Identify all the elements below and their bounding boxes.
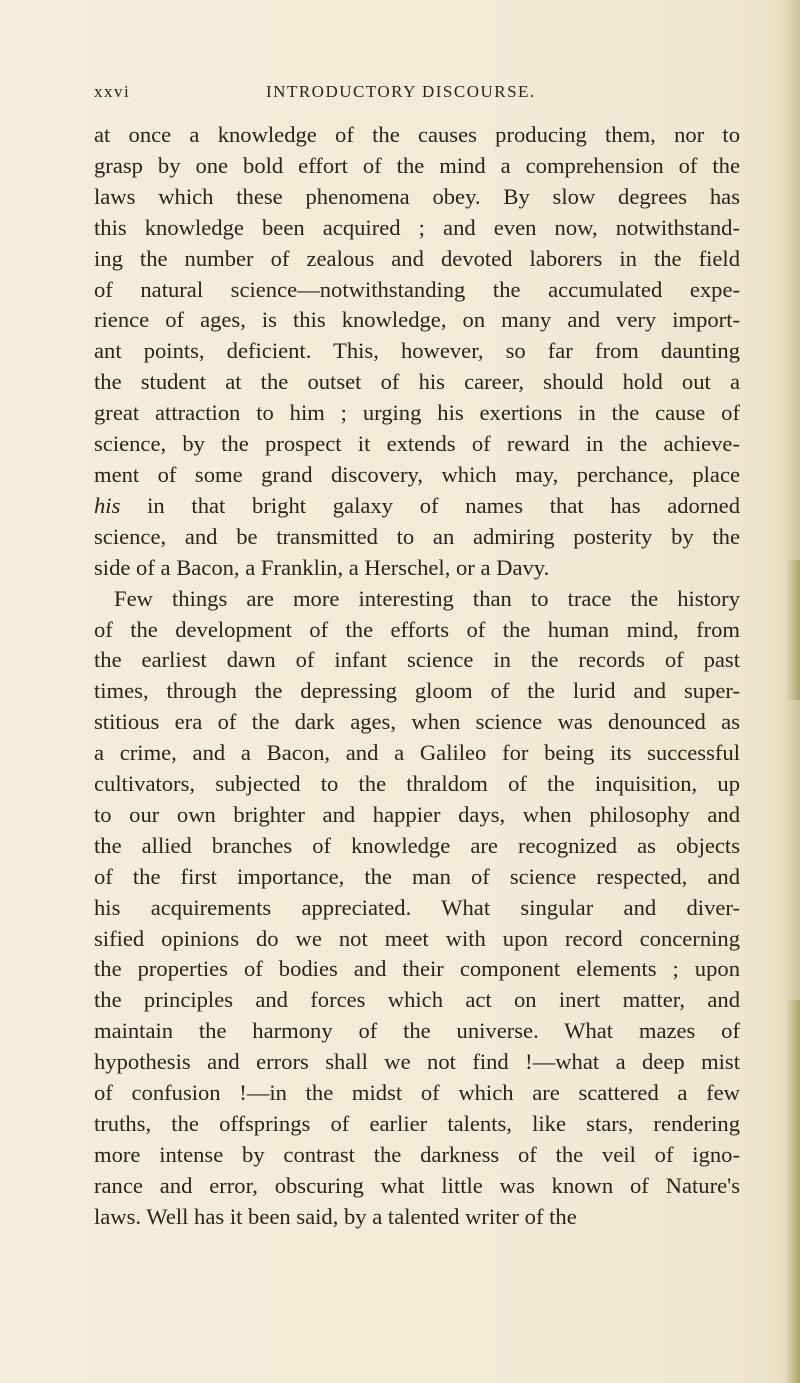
text-line: of the development of the efforts of the human mind, from	[94, 616, 740, 642]
text-line: his in that bright galaxy of names that has adorned	[94, 492, 740, 518]
body-text	[94, 120, 740, 1233]
text-line: ing the number of zealous and devoted laborers in the field	[94, 245, 740, 271]
paragraph	[94, 584, 740, 1233]
text-line: the allied branches of knowledge are recognized as objects	[94, 832, 740, 858]
text-line: rience of ages, is this knowledge, on many and very import-	[94, 307, 740, 333]
paragraph	[94, 120, 740, 584]
text-line: times, through the depressing gloom of the lurid and super-	[94, 678, 740, 704]
text-line: science, and be transmitted to an admiring posterity by the	[94, 523, 740, 549]
page-number: xxvi	[94, 82, 131, 101]
text-line: ment of some grand discovery, which may, perchance, place	[94, 461, 740, 487]
text-line: more intense by contrast the darkness of the veil of igno-	[94, 1141, 740, 1167]
text-line: Few things are more interesting than to trace the history	[114, 585, 740, 611]
page-edge-stain	[786, 560, 800, 700]
text-line: laws which these phenomena obey. By slow degrees has	[94, 183, 740, 209]
text-line: the earliest dawn of infant science in the records of past	[94, 647, 740, 673]
text-line: to our own brighter and happier days, when philosophy and	[94, 801, 740, 827]
text-line: ant points, deficient. This, however, so far from daunting	[94, 338, 740, 364]
text-line: sified opinions do we not meet with upon record concerning	[94, 925, 740, 951]
text-line: at once a knowledge of the causes producing them, nor to	[94, 122, 740, 147]
page-edge-stain	[786, 1000, 800, 1383]
text-line: this knowledge been acquired ; and even now, notwithstand-	[94, 214, 740, 240]
text-line: his acquirements appreciated. What singular and diver-	[94, 894, 740, 920]
text-line: the student at the outset of his career, should hold out a	[94, 369, 740, 395]
text-line: of confusion !—in the midst of which are scattered a few	[94, 1080, 740, 1106]
text-line: rance and error, obscuring what little was known of Nature's	[94, 1172, 740, 1198]
text-line: truths, the offsprings of earlier talents, like stars, rendering	[94, 1111, 740, 1136]
running-title: INTRODUCTORY DISCOURSE.	[266, 82, 536, 101]
page-header	[94, 82, 734, 106]
text-line: laws. Well has it been said, by a talented writer of the	[94, 1203, 577, 1229]
text-line: cultivators, subjected to the thraldom of the inquisition, up	[94, 771, 740, 797]
text-line: of natural science—notwithstanding the accumulated expe-	[94, 276, 740, 302]
text-line: a crime, and a Bacon, and a Galileo for being its successful	[94, 740, 740, 766]
text-line: side of a Bacon, a Franklin, a Herschel, or a Davy.	[94, 554, 550, 580]
text-line: grasp by one bold effort of the mind a comprehension of the	[94, 152, 740, 178]
text-line: hypothesis and errors shall we not find !—what a deep mist	[94, 1049, 740, 1075]
text-line: great attraction to him ; urging his exertions in the cause of	[94, 400, 740, 426]
text-line: stitious era of the dark ages, when science was denounced as	[94, 709, 740, 735]
text-line: the properties of bodies and their component elements ; upon	[94, 956, 740, 982]
text-line: science, by the prospect it extends of reward in the achieve-	[94, 431, 740, 457]
text-line: of the first importance, the man of science respected, and	[94, 863, 740, 889]
text-line: maintain the harmony of the universe. What mazes of	[94, 1018, 740, 1044]
text-line: the principles and forces which act on inert matter, and	[94, 987, 740, 1013]
